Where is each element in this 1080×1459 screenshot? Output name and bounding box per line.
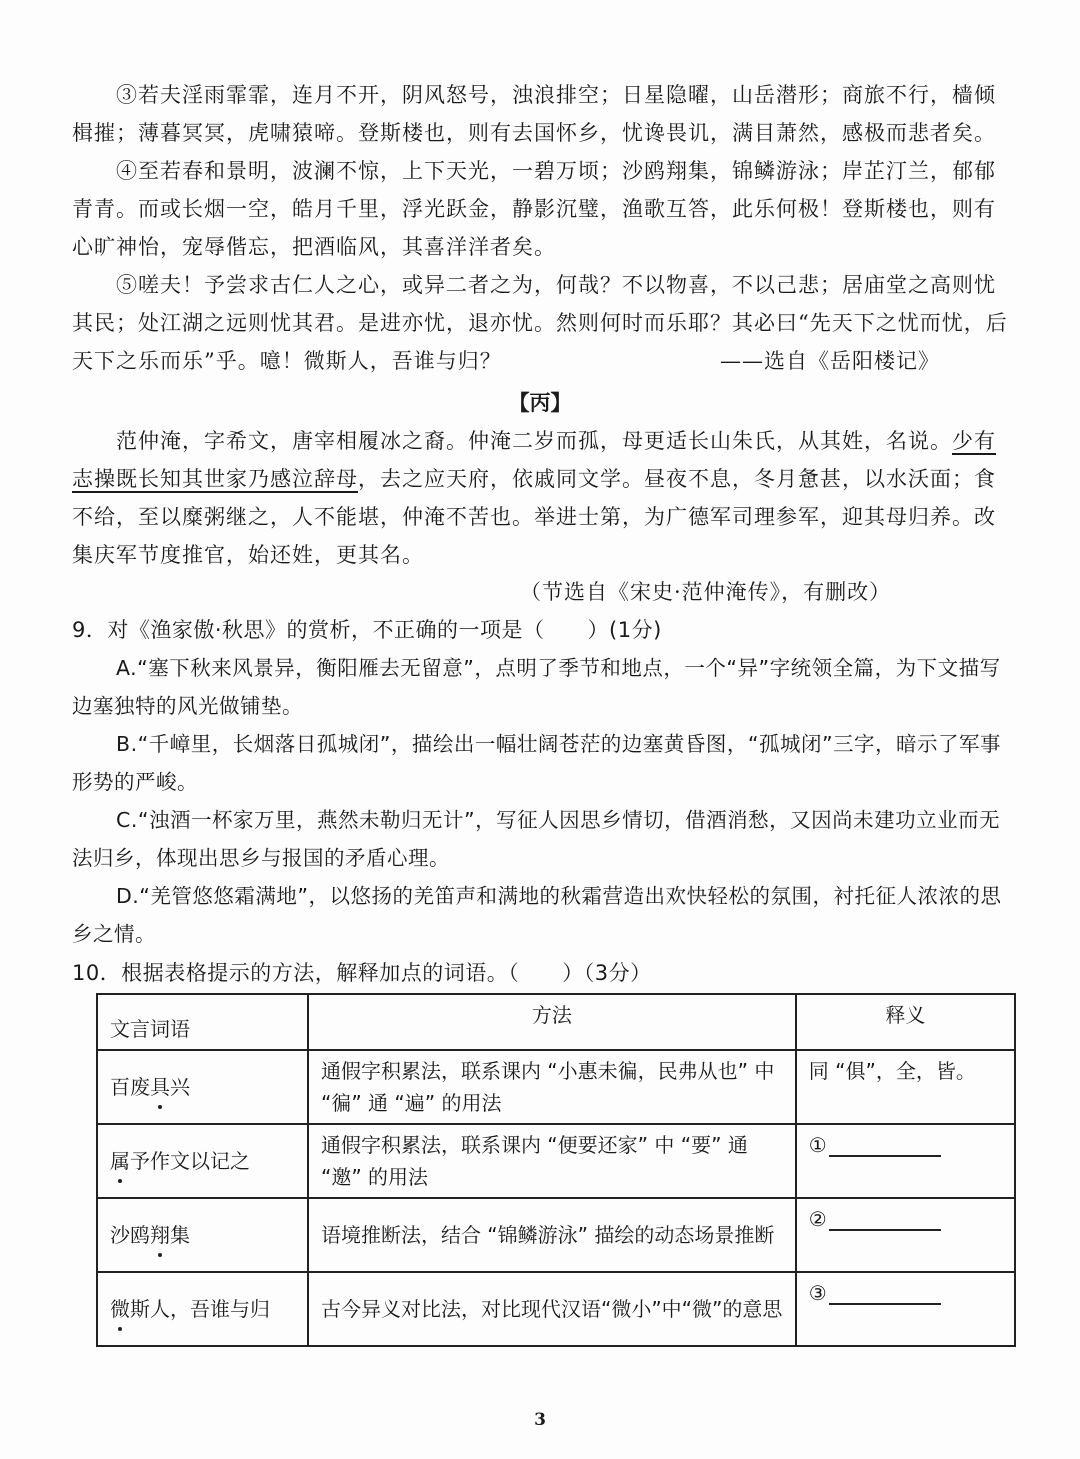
- word-text: 兴: [170, 1075, 190, 1099]
- passage-paragraph-4: ④至若春和景明，波澜不惊，上下天光，一碧万顷；沙鸥翔集，锦鳞游泳；岸芷汀兰，郁郁青青。而或长烟一空，皓月千里，浮光跃金，静影沉璧，渔歌互答，此乐何极！登斯楼也，则有心旷神怡，宠辱偕忘，把酒临风，其喜洋洋者矣。: [72, 159, 996, 259]
- passage-paragraph-5: ⑤嗟夫！予尝求古仁人之心，或异二者之为，何哉？不以物喜，不以己悲；居庙堂之高则忧其民；处江湖之远则忧其君。是进亦忧，退亦忧。然则何时而乐耶？其必曰“先天下之忧而忧，后天下之乐而乐”乎。噫！微斯人，吾谁与归？: [72, 273, 1008, 373]
- passage-heading-bing: 【丙】: [508, 390, 572, 415]
- table-cell-word: [97, 1050, 308, 1124]
- passage-paragraph-3: ③若夫淫雨霏霏，连月不开，阴风怒号，浊浪排空；日星隐曜，山岳潜形；商旅不行，樯倾楫摧；薄暮冥冥，虎啸猿啼。登斯楼也，则有去国怀乡，忧谗畏讥，满目萧然，感极而悲者矣。: [72, 83, 996, 145]
- table-row: [97, 1272, 1015, 1346]
- table-row: [97, 1124, 1015, 1198]
- question-9-option-a: A.“塞下秋来风景异，衡阳雁去无留意”，点明了季节和地点，一个“异”字统领全篇，为下文描写边塞独特的风光做铺垫。: [72, 656, 1001, 718]
- dotted-character: 微: [110, 1293, 130, 1325]
- table-cell-method: 通假字积累法，联系课内 “小惠未徧，民弗从也” 中 “徧” 通 “遍” 的用法: [308, 1050, 796, 1124]
- answer-blank-1[interactable]: [829, 1137, 941, 1157]
- table-header-word: 文言词语: [97, 994, 308, 1050]
- blank-number: ①: [808, 1133, 827, 1157]
- table-cell-word: [97, 1198, 308, 1272]
- passage-bing-text-after: ，去之应天府，依戚同文学。昼夜不息，冬月惫甚，以水沃面；食不给，至以糜粥继之，人不能堪，仲淹不苦也。举进士第，为广德军司理参军，迎其母归养。改集庆军节度推官，始还姓，更其名。: [72, 467, 996, 567]
- word-text: 百废: [110, 1075, 150, 1099]
- question-10-stem: 10．根据表格提示的方法，解释加点的词语。（ ）（3分）: [72, 961, 652, 985]
- passage-bing-underlined-sentence: 少有志操既长知其世家乃感泣辞母: [72, 429, 996, 491]
- page-number: 3: [534, 1410, 546, 1430]
- dotted-character: 翔: [150, 1219, 170, 1251]
- passage-bing-text-before: 范仲淹，字希文，唐宰相履冰之裔。仲淹二岁而孤，母更适长山朱氏，从其姓，名说。: [116, 429, 952, 453]
- table-cell-meaning: [796, 1272, 1015, 1346]
- question-9-option-d: D.“羌管悠悠霜满地”，以悠扬的羌笛声和满地的秋霜营造出欢快轻松的氛围，衬托征人浓浓的思乡之情。: [72, 884, 1002, 946]
- table-header-row: [97, 994, 1015, 1050]
- table-row: [97, 1198, 1015, 1272]
- blank-number: ③: [808, 1281, 827, 1305]
- answer-blank-3[interactable]: [829, 1285, 941, 1305]
- answer-blank-2[interactable]: [829, 1211, 941, 1231]
- dotted-character: 具: [150, 1071, 170, 1103]
- table-cell-meaning: [796, 1198, 1015, 1272]
- passage-bing-text: [72, 422, 1012, 574]
- table-cell-method: 通假字积累法，联系课内 “便要还家” 中 “要” 通 “邀” 的用法: [308, 1124, 796, 1198]
- table-cell-method: 古今异义对比法，对比现代汉语“微小”中“微”的意思: [308, 1272, 796, 1346]
- passage-source-yueyanglou: ——选自《岳阳楼记》: [720, 349, 940, 373]
- blank-number: ②: [808, 1207, 827, 1231]
- table-header-method: 方法: [308, 994, 796, 1050]
- question-9-option-b: B.“千嶂里，长烟落日孤城闭”，描绘出一幅壮阔苍茫的边塞黄昏图，“孤城闭”三字，暗示了军事形势的严峻。: [72, 732, 1002, 794]
- question-9-stem: 9．对《渔家傲·秋思》的赏析，不正确的一项是（ ）(1分): [72, 618, 662, 642]
- table-cell-word: [97, 1272, 308, 1346]
- table-row: [97, 1050, 1015, 1124]
- passage-source-songshi: （节选自《宋史·范仲淹传》，有删改）: [520, 580, 892, 604]
- dotted-character: 属: [110, 1145, 130, 1177]
- table-cell-method: 语境推断法，结合 “锦鳞游泳” 描绘的动态场景推断: [308, 1198, 796, 1272]
- vocabulary-table: [96, 993, 1016, 1347]
- table-header-meaning: 释义: [796, 994, 1015, 1050]
- word-text: 斯人，吾谁与归: [130, 1297, 270, 1321]
- table-cell-meaning: [796, 1124, 1015, 1198]
- word-text: 予作文以记之: [130, 1149, 250, 1173]
- word-text: 集: [170, 1223, 190, 1247]
- word-text: 沙鸥: [110, 1223, 150, 1247]
- table-cell-word: [97, 1124, 308, 1198]
- question-9-option-c: C.“浊酒一杯家万里，燕然未勒归无计”，写征人因思乡情切，借酒消愁，又因尚未建功立业而无法归乡，体现出思乡与报国的矛盾心理。: [72, 808, 1001, 870]
- table-cell-meaning: 同 “俱”，全，皆。: [796, 1050, 1015, 1124]
